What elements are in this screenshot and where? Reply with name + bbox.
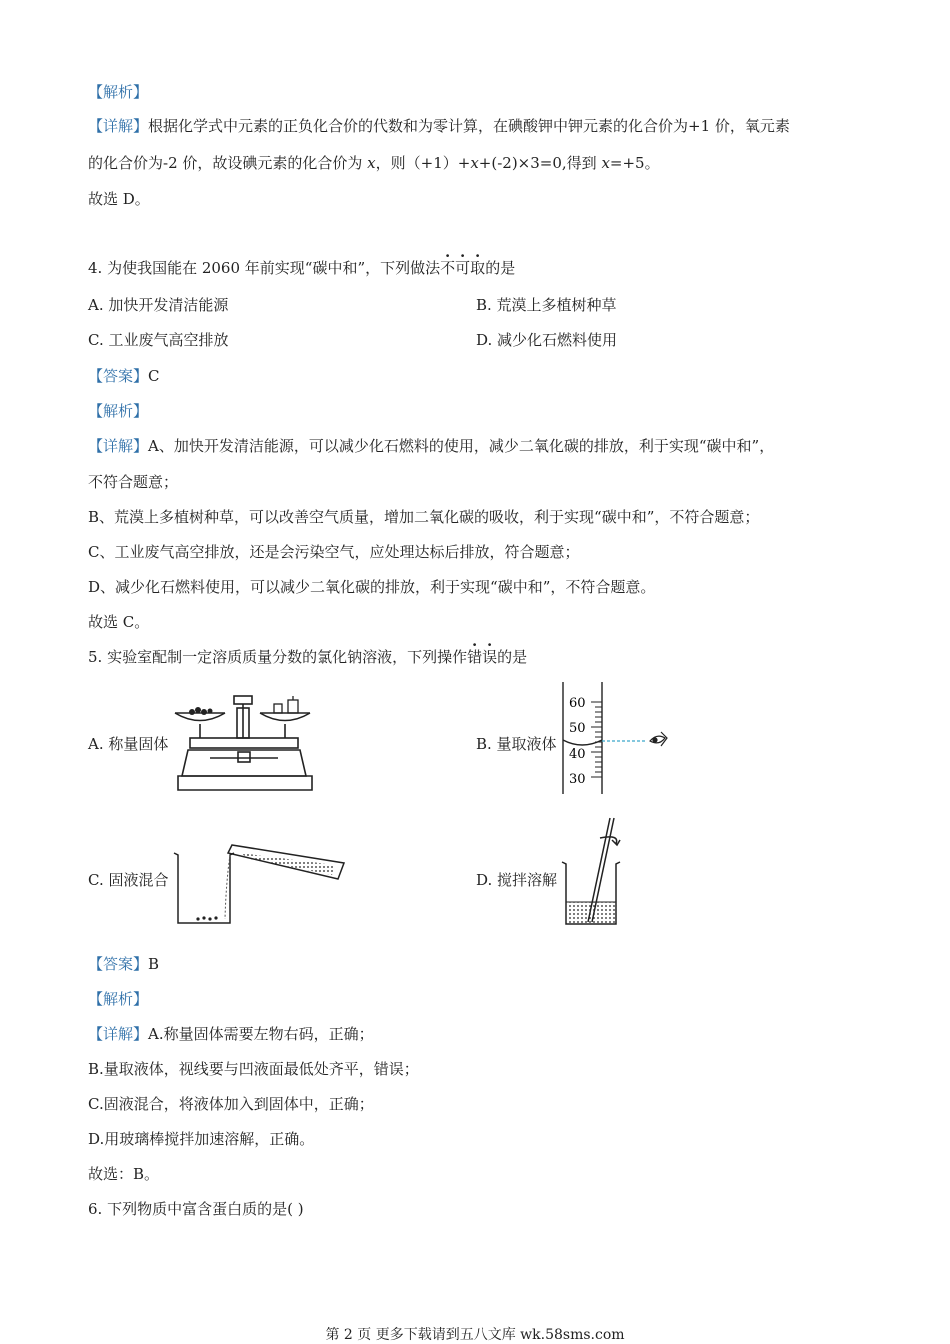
q3-detail-tag: 【详解】: [88, 117, 149, 135]
q4-stem: 4. 为使我国能在 2060 年前实现“碳中和”，下列做法不可取的是: [88, 259, 516, 277]
q5-option-b: B. 量取液体: [476, 735, 557, 753]
q4-detail-line2: B、荒漠上多植树种草，可以改善空气质量，增加二氧化碳的吸收，利于实现“碳中和”，不符合题意；: [88, 508, 760, 526]
svg-text:60: 60: [569, 696, 586, 711]
svg-text:40: 40: [569, 747, 586, 762]
q4-choice: 故选 C。: [88, 613, 150, 631]
q4-option-b: B. 荒漠上多植树种草: [476, 296, 617, 314]
pouring-liquid-figure: [170, 833, 350, 933]
q6-stem: 6. 下列物质中富含蛋白质的是( ): [88, 1200, 304, 1218]
q3-analysis-tag: 【解析】: [88, 83, 149, 101]
stirring-figure: [560, 812, 630, 930]
q4-detail-line3: C、工业废气高空排放，还是会污染空气，应处理达标后排放，符合题意；: [88, 543, 580, 561]
q3-choice: 故选 D。: [88, 190, 150, 208]
q5-choice: 故选：B。: [88, 1165, 160, 1183]
q5-option-a: A. 称量固体: [88, 735, 169, 753]
q4-detail-line4: D、减少化石燃料使用，可以减少二氧化碳的排放，利于实现“碳中和”，不符合题意。: [88, 578, 656, 596]
q5-detail-line4: D.用玻璃棒搅拌加速溶解，正确。: [88, 1130, 315, 1148]
graduated-cylinder-figure: [555, 680, 675, 798]
q4-option-a: A. 加快开发清洁能源: [88, 296, 229, 314]
svg-text:50: 50: [569, 721, 586, 736]
q4-option-c: C. 工业废气高空排放: [88, 331, 229, 349]
q5-option-d: D. 搅拌溶解: [476, 871, 558, 889]
q4-option-d: D. 减少化石燃料使用: [476, 331, 618, 349]
q5-detail-line1: 【详解】A.称量固体需要左物右码，正确；: [88, 1025, 374, 1043]
q4-analysis-tag: 【解析】: [88, 402, 149, 420]
q5-answer: 【答案】B: [88, 955, 160, 973]
q5-detail-line2: B.量取液体，视线要与凹液面最低处齐平，错误；: [88, 1060, 419, 1078]
q3-detail-text1: 根据化学式中元素的正负化合价的代数和为零计算，在碘酸钾中钾元素的化合价为+1 价，氧元素: [148, 117, 790, 135]
q4-answer: 【答案】C: [88, 367, 160, 385]
q3-detail-line2: 的化合价为-2 价，故设碘元素的化合价为 x，则（+1）+x+(-2)×3=0,得到 x=+5。: [88, 154, 660, 172]
q4-detail-line1: 【详解】A、加快开发清洁能源，可以减少化石燃料的使用，减少二氧化碳的排放，利于实现“碳中和”，: [88, 437, 775, 455]
q5-stem: 5. 实验室配制一定溶质质量分数的氯化钠溶液，下列操作错误的是: [88, 648, 528, 666]
svg-text:30: 30: [569, 772, 586, 787]
q5-option-c: C. 固液混合: [88, 871, 169, 889]
q4-detail-line1b: 不符合题意；: [88, 473, 179, 491]
q5-detail-line3: C.固液混合，将液体加入到固体中，正确；: [88, 1095, 374, 1113]
eye-icon: [650, 732, 667, 746]
q5-analysis-tag: 【解析】: [88, 990, 149, 1008]
page-footer: 第 2 页 更多下载请到五八文库 wk.58sms.com: [325, 1327, 625, 1343]
q3-detail-line1: [88, 116, 790, 136]
balance-scale-figure: [170, 688, 320, 798]
